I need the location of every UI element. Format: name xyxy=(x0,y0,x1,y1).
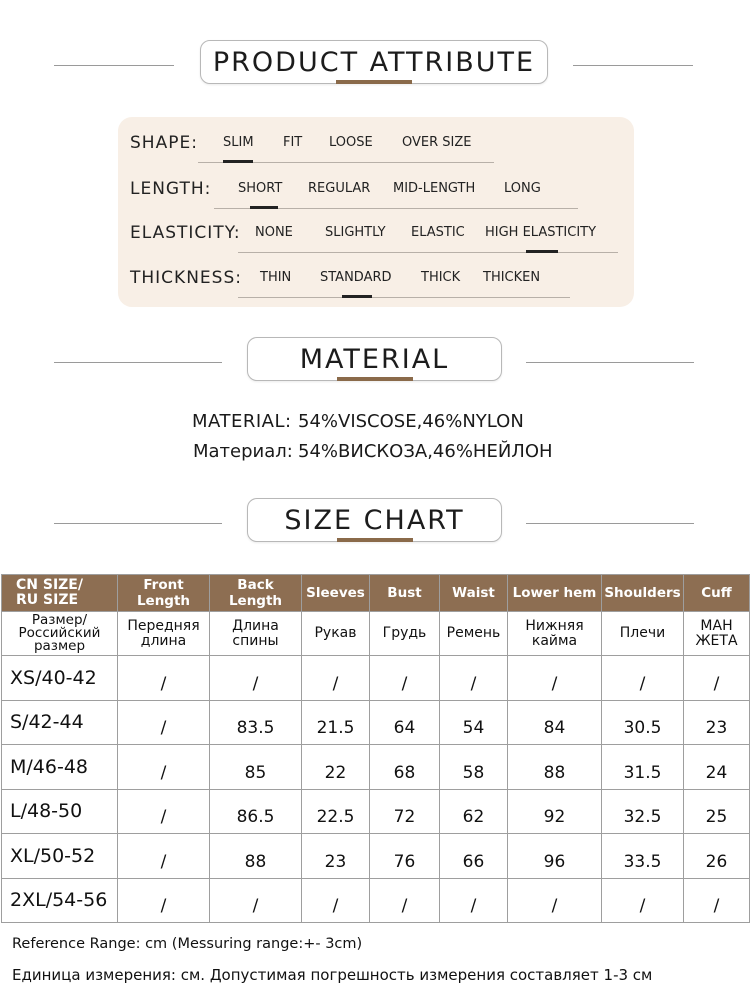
header-measure-en: Cuff xyxy=(684,575,750,612)
measurement-value: 62 xyxy=(462,807,485,828)
header-measure-ru: Нижняя кайма xyxy=(508,612,602,656)
attribute-option: FIT xyxy=(283,135,303,150)
table-row xyxy=(2,745,750,790)
measurement-value: 64 xyxy=(393,718,416,739)
title-accent-bar xyxy=(337,377,413,381)
size-label-cell: S/42-44 xyxy=(2,700,118,745)
attribute-option: LONG xyxy=(504,181,541,196)
header-measure-ru: Длина спины xyxy=(210,612,302,656)
measurement-cell xyxy=(118,745,210,790)
measurement-value: 72 xyxy=(393,807,416,828)
header-right-rule xyxy=(573,65,693,66)
attribute-option: HIGH ELASTICITY xyxy=(485,225,597,240)
measurement-cell xyxy=(440,656,508,701)
measurement-cell xyxy=(370,789,440,834)
measurement-cell xyxy=(440,700,508,745)
measurement-cell xyxy=(302,789,370,834)
header-left-rule xyxy=(54,362,222,363)
size-label-cell: M/46-48 xyxy=(2,745,118,790)
attribute-selected-marker xyxy=(342,295,372,298)
attribute-option: LOOSE xyxy=(329,135,373,150)
measurement-cell xyxy=(602,700,684,745)
measurement-value: 22 xyxy=(324,762,347,783)
header-measure-en: Sleeves xyxy=(302,575,370,612)
attribute-label: THICKNESS: xyxy=(130,268,242,288)
measurement-value: 84 xyxy=(543,718,566,739)
measurement-value: / xyxy=(160,673,167,694)
attribute-option: SHORT xyxy=(238,181,283,196)
measurement-cell xyxy=(370,700,440,745)
measurement-cell xyxy=(602,834,684,879)
measurement-cell xyxy=(302,700,370,745)
attribute-option: THIN xyxy=(260,270,292,285)
header-measure-en: Waist xyxy=(440,575,508,612)
attribute-option: REGULAR xyxy=(308,181,371,196)
attribute-label: SHAPE: xyxy=(130,133,198,153)
measurement-value: / xyxy=(252,896,259,917)
measurement-cell xyxy=(440,789,508,834)
measurement-value: / xyxy=(332,896,339,917)
header-measure-en: Bust xyxy=(370,575,440,612)
material-section-title: MATERIAL xyxy=(247,337,502,381)
measurement-value: 23 xyxy=(324,851,347,872)
header-measure-ru: Рукав xyxy=(302,612,370,656)
measurement-cell xyxy=(302,745,370,790)
header-measure-ru: Передняя длина xyxy=(118,612,210,656)
measurement-cell xyxy=(602,878,684,923)
header-left-rule xyxy=(54,523,222,524)
header-measure-ru: Плечи xyxy=(602,612,684,656)
measurement-cell xyxy=(118,700,210,745)
attribute-option: ELASTIC xyxy=(411,225,465,240)
measurement-cell xyxy=(118,834,210,879)
attribute-row-thickness xyxy=(118,264,634,294)
measurement-cell xyxy=(508,700,602,745)
attribute-option: OVER SIZE xyxy=(402,135,472,150)
measurement-cell xyxy=(508,789,602,834)
measurement-value: / xyxy=(470,673,477,694)
measurement-value: / xyxy=(639,896,646,917)
measurement-cell xyxy=(210,878,302,923)
measurement-value: / xyxy=(470,896,477,917)
material-line-en xyxy=(0,411,750,435)
measurement-cell xyxy=(370,745,440,790)
header-right-rule xyxy=(526,362,694,363)
attribute-scale-line xyxy=(238,252,618,253)
table-row xyxy=(2,789,750,834)
attribute-option: SLIM xyxy=(223,135,254,150)
measurement-value: / xyxy=(160,896,167,917)
attribute-selected-marker xyxy=(526,250,558,253)
measurement-value: 86.5 xyxy=(236,807,275,828)
measurement-cell xyxy=(302,834,370,879)
header-size-ru: Размер/ Российский размер xyxy=(2,612,118,656)
measurement-value: 83.5 xyxy=(236,718,275,739)
measurement-cell xyxy=(508,834,602,879)
table-row xyxy=(2,700,750,745)
measurement-value: / xyxy=(713,673,720,694)
table-header-en-row xyxy=(2,575,750,612)
measurement-value: 30.5 xyxy=(623,718,662,739)
reference-note-en: Reference Range: cm (Messuring range:+- 3cm) xyxy=(12,936,363,952)
measurement-cell xyxy=(684,789,750,834)
measurement-value: / xyxy=(160,851,167,872)
measurement-value: 76 xyxy=(393,851,416,872)
attribute-row-length xyxy=(118,175,634,205)
measurement-value: 88 xyxy=(543,762,566,783)
attribute-selected-marker xyxy=(250,206,278,209)
measurement-cell xyxy=(508,745,602,790)
table-header-ru-row xyxy=(2,612,750,656)
size-label-cell: 2XL/54-56 xyxy=(2,878,118,923)
size-label-cell: L/48-50 xyxy=(2,789,118,834)
measurement-cell xyxy=(602,745,684,790)
measurement-value: / xyxy=(551,896,558,917)
measurement-value: / xyxy=(252,673,259,694)
measurement-cell xyxy=(684,834,750,879)
measurement-cell xyxy=(210,656,302,701)
measurement-value: / xyxy=(551,673,558,694)
measurement-cell xyxy=(684,878,750,923)
attribute-option: STANDARD xyxy=(320,270,392,285)
measurement-value: 24 xyxy=(705,762,728,783)
measurement-cell xyxy=(602,789,684,834)
measurement-value: 22.5 xyxy=(316,807,355,828)
measurement-value: 54 xyxy=(462,718,485,739)
measurement-cell xyxy=(370,656,440,701)
material-key-en: MATERIAL: xyxy=(192,411,292,432)
header-measure-ru: МАН ЖЕТА xyxy=(684,612,750,656)
measurement-value: 33.5 xyxy=(623,851,662,872)
measurement-value: 68 xyxy=(393,762,416,783)
attribute-selected-marker xyxy=(223,160,253,163)
measurement-value: 66 xyxy=(462,851,485,872)
measurement-cell xyxy=(440,834,508,879)
measurement-value: / xyxy=(713,896,720,917)
table-row xyxy=(2,834,750,879)
attribute-label: ELASTICITY: xyxy=(130,223,241,243)
measurement-cell xyxy=(508,878,602,923)
measurement-cell xyxy=(370,834,440,879)
title-accent-bar xyxy=(337,538,413,542)
material-line-ru xyxy=(0,441,750,465)
measurement-cell xyxy=(370,878,440,923)
attribute-label: LENGTH: xyxy=(130,179,212,199)
measurement-value: / xyxy=(160,762,167,783)
attribute-option: SLIGHTLY xyxy=(325,225,386,240)
measurement-value: 31.5 xyxy=(623,762,662,783)
measurement-cell xyxy=(684,656,750,701)
header-measure-ru: Грудь xyxy=(370,612,440,656)
measurement-value: 25 xyxy=(705,807,728,828)
table-body xyxy=(2,656,750,923)
reference-note-ru: Единица измерения: см. Допустимая погрешность измерения составляет 1-3 см xyxy=(12,966,653,984)
measurement-cell xyxy=(684,745,750,790)
measurement-value: / xyxy=(639,673,646,694)
measurement-cell xyxy=(684,700,750,745)
header-measure-ru: Ремень xyxy=(440,612,508,656)
attribute-section-header xyxy=(0,40,750,90)
measurement-cell xyxy=(440,878,508,923)
measurement-cell xyxy=(440,745,508,790)
measurement-value: / xyxy=(401,673,408,694)
header-right-rule xyxy=(526,523,694,524)
measurement-value: 23 xyxy=(705,718,728,739)
measurement-value: / xyxy=(160,718,167,739)
header-measure-en: Shoulders xyxy=(602,575,684,612)
header-left-rule xyxy=(54,65,174,66)
measurement-value: 58 xyxy=(462,762,485,783)
attribute-scale-line xyxy=(238,297,570,298)
table-row xyxy=(2,878,750,923)
header-size-en: CN SIZE/ RU SIZE xyxy=(2,575,118,612)
measurement-cell xyxy=(210,789,302,834)
measurement-cell xyxy=(118,878,210,923)
attribute-option: THICKEN xyxy=(483,270,541,285)
measurement-value: / xyxy=(160,807,167,828)
measurement-value: 32.5 xyxy=(623,807,662,828)
measurement-value: / xyxy=(332,673,339,694)
measurement-value: 92 xyxy=(543,807,566,828)
attribute-option: THICK xyxy=(421,270,461,285)
title-accent-bar xyxy=(336,80,412,84)
measurement-cell xyxy=(602,656,684,701)
size-section-title: SIZE CHART xyxy=(247,498,502,542)
attribute-panel xyxy=(118,117,634,307)
measurement-value: 26 xyxy=(705,851,728,872)
measurement-cell xyxy=(302,878,370,923)
measurement-value: 88 xyxy=(244,851,267,872)
material-value-en: 54%VISCOSE,46%NYLON xyxy=(298,411,524,432)
measurement-value: 21.5 xyxy=(316,718,355,739)
size-label-cell: XL/50-52 xyxy=(2,834,118,879)
size-label-cell: XS/40-42 xyxy=(2,656,118,701)
measurement-cell xyxy=(508,656,602,701)
attribute-option: NONE xyxy=(255,225,293,240)
attribute-section-title: PRODUCT ATTRIBUTE xyxy=(200,40,548,84)
attribute-row-elasticity xyxy=(118,219,634,249)
measurement-cell xyxy=(302,656,370,701)
material-value-ru: 54%ВИСКОЗА,46%НЕЙЛОН xyxy=(298,441,553,462)
attribute-row-shape xyxy=(118,129,634,159)
measurement-cell xyxy=(210,700,302,745)
measurement-value: 96 xyxy=(543,851,566,872)
measurement-value: 85 xyxy=(244,762,267,783)
measurement-value: / xyxy=(401,896,408,917)
measurement-cell xyxy=(118,789,210,834)
material-section-header xyxy=(0,337,750,387)
header-measure-en: Lower hem xyxy=(508,575,602,612)
measurement-cell xyxy=(210,745,302,790)
size-section-header xyxy=(0,498,750,548)
attribute-option: MID-LENGTH xyxy=(393,181,476,196)
measurement-cell xyxy=(210,834,302,879)
measurement-cell xyxy=(118,656,210,701)
header-measure-en: Back Length xyxy=(210,575,302,612)
table-row xyxy=(2,656,750,701)
size-chart-table xyxy=(1,574,750,923)
material-key-ru: Материал: xyxy=(193,441,293,462)
header-measure-en: Front Length xyxy=(118,575,210,612)
